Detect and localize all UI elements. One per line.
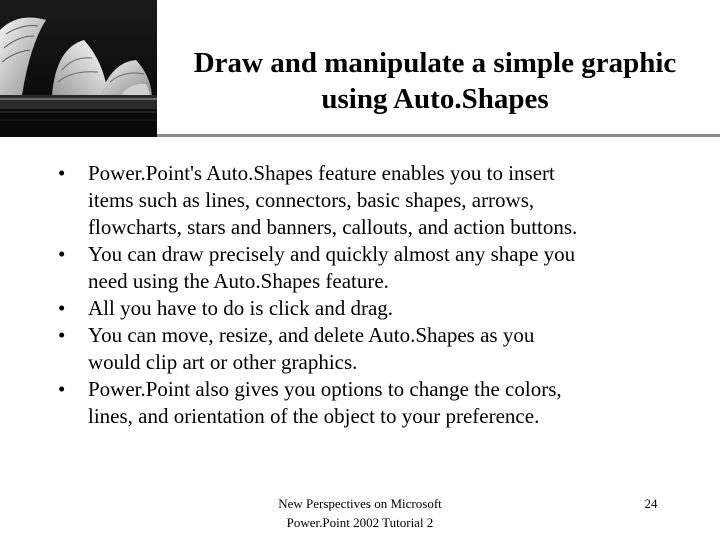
title-divider [157, 134, 720, 137]
bullet-item [58, 376, 698, 430]
bullet-list [58, 160, 698, 430]
bullet-item [58, 160, 698, 241]
bullet-dot: • [58, 377, 66, 401]
footer-line-1: New Perspectives on Microsoft [278, 496, 442, 511]
slide-title-line-1: Draw and manipulate a simple graphic [193, 47, 677, 79]
bullet-text-line: Power.Point's Auto.Shapes feature enables you to insert [88, 161, 555, 185]
bullet-text-line: All you have to do is click and drag. [88, 296, 394, 320]
bullet-text-line: lines, and orientation of the object to your preference. [88, 404, 540, 428]
bullet-text-line: You can draw precisely and quickly almost any shape you [88, 242, 576, 266]
bullet-dot: • [58, 161, 66, 185]
bullet-item [58, 295, 698, 322]
bullet-dot: • [58, 296, 66, 320]
bullet-text-line: items such as lines, connectors, basic shapes, arrows, [88, 188, 535, 212]
opera-house-photo [0, 0, 157, 137]
bullet-text-line: Power.Point also gives you options to change the colors, [88, 377, 562, 401]
bullet-item [58, 241, 698, 295]
bullet-text-line: would clip art or other graphics. [88, 350, 358, 374]
slide-title [160, 45, 710, 117]
bullet-text-line: You can move, resize, and delete Auto.Shapes as you [88, 323, 535, 347]
slide-footer [245, 494, 475, 532]
slide-title-line-2: using Auto.Shapes [321, 83, 549, 115]
footer-line-2: Power.Point 2002 Tutorial 2 [286, 515, 434, 530]
bullet-text-line: flowcharts, stars and banners, callouts, and action buttons. [88, 215, 578, 239]
bullet-dot: • [58, 323, 66, 347]
bullet-dot: • [58, 242, 66, 266]
bullet-item [58, 322, 698, 376]
bullet-text-line: need using the Auto.Shapes feature. [88, 269, 389, 293]
page-number: 24 [644, 496, 658, 511]
